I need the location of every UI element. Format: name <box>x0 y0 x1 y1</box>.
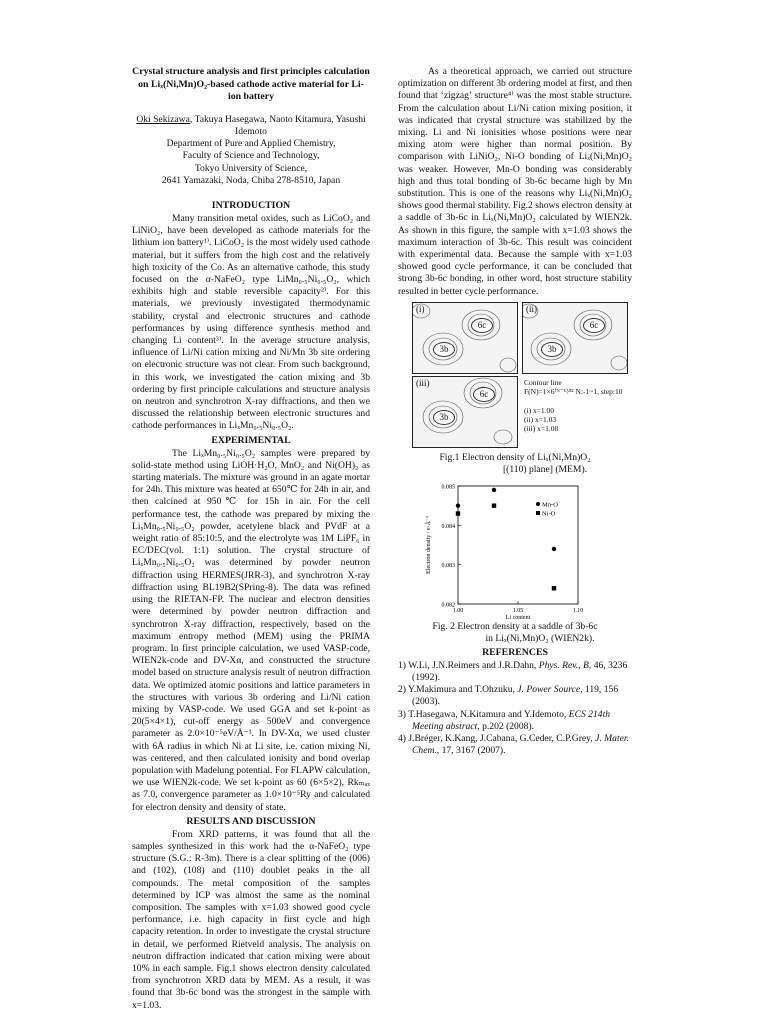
contour-lines <box>413 303 517 373</box>
contour-panel-ii <box>522 302 628 374</box>
legend-item: (ii) x=1.03 <box>524 414 557 424</box>
ref-authors: J.Bréger, K.Kang, J.Cabana, G.Ceder, C.P.Grey, <box>408 733 596 745</box>
experimental-heading: EXPERIMENTAL <box>211 434 291 446</box>
ref-journal: J. Mater. Chem. <box>412 733 629 757</box>
reference-item <box>398 709 632 733</box>
legend-marker <box>536 502 540 506</box>
ref-detail: , 119, 156 (2003). <box>412 684 619 708</box>
caption-line: Fig. 2 Electron density at a saddle of 3b-6c <box>432 620 598 632</box>
ref-number: 1) <box>398 659 406 671</box>
x-tick-label: 1.05 <box>512 607 524 614</box>
legend-item: (i) x=1.00 <box>524 405 555 415</box>
author-list <box>132 114 370 138</box>
ref-journal: J. Power Source <box>517 684 581 696</box>
contour-panel-iii <box>412 376 518 448</box>
x-tick-label: 1.10 <box>572 607 584 614</box>
right-column <box>398 66 632 757</box>
legend-title: Contour line <box>524 377 562 387</box>
results-text-1: From XRD patterns, it was found that all the samples synthesized in this work had the α-NaFeO₂ type structure (S.G.: R-3m). There is a clear splitting of the (006) and (102), (108) and (110) doublet peaks in the all compounds. The metal composition of the samples determined by ICP was almost the same as the nominal composition. The samples with x=1.03 showed good cycle performance, i.e. high capacity in first cycle and high capacity retention. In order to investigate the crystal structure in detail, we performed Rietveld analysis. The analysis on neutron diffraction indicated that cation mixing were about 10% in each sample. Fig.1 shows electron density calculated from synchrotron XRD data by MEM. As a result, it was found that 3b-6c bond was the strongest in the sample with x=1.03. <box>132 828 370 1011</box>
paper-title: Crystal structure analysis and first principles calculation on Liₓ(Ni,Mn)O₂-based cathode active material for Li-ion battery <box>132 66 370 103</box>
presenting-author: Oki Sekizawa <box>136 113 190 125</box>
site-3b-label: 3b <box>541 342 563 357</box>
ref-detail: , 46, 3236 (1992). <box>412 659 628 684</box>
y-axis-label: Electron density / e·Å⁻³ <box>426 515 432 574</box>
plot-frame <box>458 486 578 604</box>
y-tick-label: 0.083 <box>441 563 455 570</box>
ref-journal: Phys. Rev., B <box>538 659 589 671</box>
caption-line: in Liₓ(Ni,Mn)O₂ (WIEN2k). <box>485 632 595 644</box>
legend-marker <box>536 511 540 515</box>
panel-label: (i) <box>416 303 425 314</box>
affiliation-line: 2641 Yamazaki, Noda, Chiba 278-8510, Japan <box>161 174 341 186</box>
introduction-heading: INTRODUCTION <box>211 200 291 211</box>
panel-label: (ii) <box>526 303 537 314</box>
data-point-mn-o <box>492 488 496 492</box>
legend-formula: F(N)=1×6⁽ᴺ⁻¹⁾⁄³² N:-1~1, step:10 <box>524 386 623 396</box>
reference-list <box>398 660 632 758</box>
reference-item <box>398 733 632 757</box>
data-point-mn-o <box>552 547 556 551</box>
ref-journal: ECS 214th Meeting abstract <box>412 708 611 732</box>
ref-detail: , p.202 (2008). <box>477 720 535 732</box>
references-heading: REFERENCES <box>482 646 548 658</box>
data-point-mn-o <box>456 503 460 507</box>
electron-density-chart <box>398 476 632 621</box>
contour-legend <box>524 378 623 396</box>
affiliation-line: Department of Pure and Applied Chemistry, <box>166 138 336 150</box>
site-3b-label: 3b <box>433 410 455 425</box>
y-tick-label: 0.082 <box>441 602 455 609</box>
affiliation-line: Tokyo University of Science, <box>194 162 308 174</box>
legend-label: Ni-O <box>542 510 556 518</box>
reference-item <box>398 660 632 684</box>
data-point-ni-o <box>492 503 496 507</box>
y-tick-label: 0.085 <box>441 484 455 491</box>
affiliation <box>132 138 370 187</box>
figure-2 <box>398 476 632 621</box>
data-point-ni-o <box>456 511 460 515</box>
data-point-ni-o <box>552 586 556 590</box>
ref-authors: Y.Makimura and T.Ohzuku, <box>408 684 518 696</box>
ref-number: 4) <box>398 733 406 745</box>
ref-authors: W.Li, J.N.Reimers and J.R.Dahn, <box>408 659 539 671</box>
ref-authors: T.Hasegawa, N.Kitamura and Y.Idemoto, <box>408 708 569 720</box>
reference-item <box>398 684 632 708</box>
sample-legend <box>524 406 558 433</box>
contour-panel-i <box>412 302 518 374</box>
x-axis-label: Li content <box>505 614 531 621</box>
site-6c-label: 6c <box>583 318 605 333</box>
left-column <box>132 66 370 1012</box>
ref-number: 3) <box>398 708 406 720</box>
site-6c-label: 6c <box>471 318 493 333</box>
panel-label: (iii) <box>416 377 430 388</box>
y-tick-label: 0.084 <box>441 523 455 530</box>
affiliation-line: Faculty of Science and Technology, <box>182 150 320 162</box>
ref-detail: , 17, 3167 (2007). <box>436 745 506 757</box>
site-6c-label: 6c <box>473 387 495 402</box>
site-3b-label: 3b <box>433 342 455 357</box>
results-heading: RESULTS AND DISCUSSION <box>186 815 316 827</box>
x-tick-label: 1.00 <box>452 607 464 614</box>
caption-line: Fig.1 Electron density of Liₓ(Ni,Mn)O₂ <box>439 451 591 463</box>
figure-1-caption <box>398 452 632 476</box>
experimental-text: The LiₓMn₀.₅Ni₀.₅O₂ samples were prepared by solid-state method using LiOH·H₂O, MnO₂ and Ni(OH)₂ as starting materials. The mixture was ground in an agate mortar for 24h. This mixture was heated at 650℃ for 24h in air, and then calcined at 950℃ for 15h in air. For the cell performance test, the cathode was prepared by mixing the LiₓMn₀.₅Ni₀.₅O₂ powder, acetylene black and PVdF at a weight ratio of 85:10:5, and the electrolyte was 1M LiPF₆ in EC/DEC(vol. 1:1) solution. The crystal structure of LiₓMn₀.₅Ni₀.₅O₂ was determined by powder neutron diffraction using HERMES(JRR-3), and synchrotron X-ray diffraction using BL19B2(SPring-8). The data was refined using the RIETAN-FP. The nuclear and electron densities were determined by powder neutron diffraction and synchrotron X-ray diffraction, respectively, based on the maximum entropy method (MEM) using the PRIMA program. In first principle calculation, we used VASP-code, WIEN2k-code and DV-Xα, and constructed the structure model based on structure analysis result of neutron diffraction data. We optimized atomic positions and lattice parameters in the structures with various 3b ordering and Li/Ni cation mixing by VASP-code. We used GGA and set k-point as 20(5×4×1), cut-off energy as 500eV and convergence parameter as 2.0×10⁻⁵eV/Å⁻¹. In DV-Xα, we used cluster with 6Å radius in which Ni at Li site, i.e. cation mixing Ni, was centered, and then calculated ionisity and bond overlap population with Madelung potential. For FLAPW calculation, we use WIEN2k-code. We set k-point as 60 (6×5×2), Rkₘₐₓ as 7.0, convergence parameter as 1.0×10⁻⁵Ry and calculated for electron density and density of state. <box>132 447 371 813</box>
legend-label: Mn-O <box>542 501 558 509</box>
ref-number: 2) <box>398 684 406 696</box>
introduction-text: Many transition metal oxides, such as LiCoO₂ and LiNiO₂, have been developed as cathode materials for the lithium ion battery¹⁾. LiCoO₂ is the most widely used cathode material, but it suffers from the high cost and the relatively high toxicity of the Co. As an alternative cathode, this study focused on the α-NaFeO₂ type LiMn₀.₅Ni₀.₅O₂, which exhibits high and stable reversible capacity²⁾. For this materials, we previously investigated thermodynamic stability, crystal and electronic structures and cathode performances by using difference synthesis method and changing Li content³⁾. In the average structure analysis, influence of Li/Ni cation mixing and Ni/Mn 3b site ordering on electronic structure was not clear. From such background, in this work, we investigated the cation mixing and 3b ordering by first principle calculations and structure analysis on neutron and synchrotron X-ray diffractions, and then we discussed the relationship between electronic structures and cathode performances in LiₓMn₀.₅Ni₀.₅O₂. <box>132 213 370 432</box>
contour-lines <box>523 303 627 373</box>
legend-item: (iii) x=1.08 <box>524 423 559 433</box>
results-text-2: As a theoretical approach, we carried out structure optimization on different 3b ordering model at first, and then found that ‘zigzag’ structure⁴⁾ was the most stable structure. From the calculation about Li/Ni cation mixing position, it was indicated that crystal structure was stabilized by the mixing. Li and Ni ionisities whose positions were near mixing atom were higher than normal position. By comparison with LiNiO₂, Ni-O bonding of Liₓ(Ni,Mn)O₂ was weaker. However, Mn-O bonding was considerably high and thus total bonding of 3b-6c became high by Mn substitution. This is one of the reasons why Liₓ(Ni,Mn)O₂ shows good thermal stability. Fig.2 shows electron density at a saddle of 3b-6c in Liₓ(Ni,Mn)O₂ calculated by WIEN2k. As shown in this figure, the sample with x=1.03 shows the maximum interaction of 3b-6c. This result was coincident with experimental data. Because the sample with x=1.03 showed good cycle performance, it can be concluded that strong 3b-6c bonding, in other word, host structure stability resulted in better cycle performance. <box>398 66 632 297</box>
caption-line: [(110) plane] (MEM). <box>502 463 588 475</box>
figure-2-caption <box>398 621 632 645</box>
co-authors: , Takuya Hasegawa, Naoto Kitamura, Yasushi Idemoto <box>189 113 366 137</box>
figure-1 <box>398 302 632 452</box>
